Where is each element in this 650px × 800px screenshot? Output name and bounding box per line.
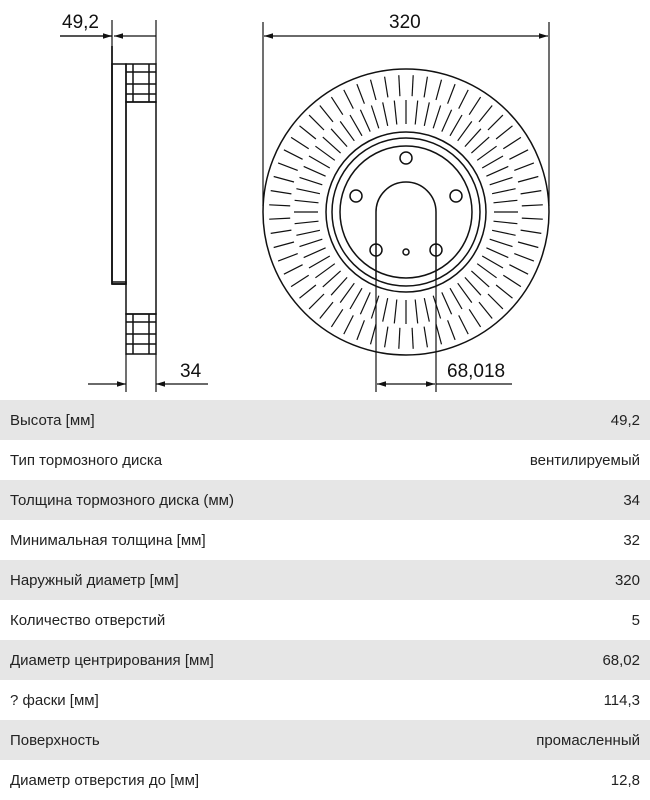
vent-slot	[350, 288, 362, 309]
vent-slot	[450, 288, 462, 309]
vent-slot	[433, 106, 440, 129]
vent-slot	[469, 309, 480, 327]
dimension-thickness-label: 34	[180, 361, 202, 382]
spec-value: 34	[623, 491, 640, 509]
vent-slot	[518, 242, 538, 248]
vent-slot	[371, 324, 377, 344]
vent-slot	[488, 115, 503, 130]
vent-slot	[496, 126, 512, 139]
side-view-ring-top	[126, 64, 156, 102]
spec-label: Минимальная толщина [мм]	[10, 531, 206, 549]
vent-slot	[278, 254, 298, 262]
vent-slot	[350, 115, 362, 136]
vent-slot	[291, 275, 309, 286]
dimension-center-bore-label: 68,018	[447, 361, 506, 382]
vent-slot	[315, 146, 334, 160]
vent-slot	[269, 205, 290, 206]
spec-row	[0, 720, 650, 760]
spec-label: Количество отверстий	[10, 611, 166, 629]
vent-slot	[471, 271, 489, 287]
hat-outer-circle	[326, 132, 486, 292]
vent-slot	[399, 75, 400, 96]
vent-slot	[320, 302, 333, 318]
vent-slot	[459, 315, 469, 334]
spec-value: 68,02	[602, 651, 640, 669]
vent-slot	[271, 230, 292, 233]
vent-slot	[521, 230, 542, 233]
spec-value: 12,8	[610, 771, 640, 789]
vent-slot	[469, 97, 480, 115]
spec-row	[0, 640, 650, 680]
vent-slot	[360, 292, 370, 314]
vent-slot	[415, 101, 418, 125]
vent-slot	[477, 264, 496, 278]
vent-slot	[383, 102, 388, 126]
vent-slot	[509, 265, 528, 275]
vent-slot	[412, 75, 413, 96]
spec-row	[0, 480, 650, 520]
spec-label: Поверхность	[10, 731, 100, 749]
vent-slot	[300, 239, 323, 246]
vent-slot	[521, 191, 542, 194]
vent-slot	[309, 115, 324, 130]
vent-slot	[465, 277, 481, 295]
vent-slot	[323, 137, 341, 153]
spec-label: Высота [мм]	[10, 411, 95, 429]
vent-slot	[309, 294, 324, 309]
vent-slot	[304, 248, 326, 258]
vent-slot	[492, 230, 515, 235]
vent-slot	[295, 200, 319, 203]
vent-slot	[415, 300, 418, 324]
spec-value: 114,3	[603, 691, 640, 709]
spec-row	[0, 440, 650, 480]
spec-value: 5	[631, 611, 640, 629]
vent-slot	[394, 101, 397, 125]
vent-slot	[465, 129, 481, 147]
vent-slot	[436, 324, 442, 344]
vent-slot	[323, 271, 341, 287]
vent-slot	[385, 77, 388, 98]
vent-slot	[385, 327, 388, 348]
spec-row	[0, 560, 650, 600]
vent-slot	[296, 189, 320, 194]
vent-slot	[518, 177, 538, 183]
vent-slot	[295, 221, 319, 224]
vent-slot	[514, 254, 534, 262]
vent-slot	[271, 191, 292, 194]
spec-row	[0, 600, 650, 640]
side-view	[112, 46, 156, 354]
vent-slot	[340, 121, 354, 140]
vent-slot	[494, 221, 518, 224]
spec-label: Диаметр центрирования [мм]	[10, 651, 214, 669]
vent-slot	[482, 156, 503, 168]
vent-slot	[331, 277, 347, 295]
spec-label: Тип тормозного диска	[10, 451, 163, 469]
vent-slot	[477, 146, 496, 160]
vent-slot	[486, 166, 508, 176]
vent-slot	[412, 328, 413, 349]
vent-slot	[482, 256, 503, 268]
vent-slot	[278, 163, 298, 171]
vent-slot	[304, 166, 326, 176]
vent-slot	[300, 177, 323, 184]
vent-slot	[274, 177, 294, 183]
vent-slot	[309, 156, 330, 168]
spec-row	[0, 760, 650, 800]
vent-slot	[399, 328, 400, 349]
vent-slot	[492, 189, 515, 194]
spec-label: Наружный диаметр [мм]	[10, 571, 179, 589]
vent-slot	[458, 121, 472, 140]
vent-slot	[296, 230, 320, 235]
vent-slot	[340, 283, 354, 302]
spec-value: 49,2	[610, 411, 640, 429]
vent-slot	[284, 265, 303, 275]
vent-slot	[269, 218, 290, 219]
side-view-hat-wall	[112, 64, 126, 284]
vent-slot	[309, 256, 330, 268]
spec-row	[0, 520, 650, 560]
bolt-hole-top	[400, 152, 412, 164]
vent-slot	[503, 137, 521, 148]
spec-value: 32	[623, 531, 640, 549]
vent-slot	[522, 218, 543, 219]
vent-slot	[284, 150, 303, 160]
vent-slot	[471, 137, 489, 153]
vent-slot	[448, 84, 456, 104]
vent-slot	[424, 298, 429, 322]
spec-label: ? фаски [мм]	[10, 691, 99, 709]
bolt-hole-right-upper	[450, 190, 462, 202]
vent-slot	[274, 242, 294, 248]
hat-inner-circle	[332, 138, 480, 286]
center-bore	[376, 182, 436, 280]
bolt-hole-left-upper	[350, 190, 362, 202]
spec-label: Диаметр отверстия до [мм]	[10, 771, 200, 789]
vent-slot	[424, 327, 427, 348]
vent-slot	[503, 275, 521, 286]
vent-slot	[458, 283, 472, 302]
vent-slot	[331, 97, 342, 115]
vent-slot	[357, 84, 365, 104]
spec-value: 320	[614, 571, 640, 589]
spec-row	[0, 680, 650, 720]
dimension-outer-diameter-label: 320	[389, 12, 421, 33]
vent-slot	[331, 309, 342, 327]
locating-hole	[403, 249, 409, 255]
vent-slot	[344, 315, 354, 334]
front-view	[263, 69, 549, 355]
vent-slot	[424, 102, 429, 126]
vent-slot	[509, 150, 528, 160]
vent-slot	[360, 110, 370, 132]
vent-slot	[448, 320, 456, 340]
spec-label: Толщина тормозного диска (мм)	[10, 491, 234, 509]
spec-row	[0, 400, 650, 440]
vent-slot	[490, 239, 513, 246]
vent-slot	[300, 285, 316, 298]
vent-slot	[442, 110, 452, 132]
vent-slot	[331, 129, 347, 147]
spec-value: вентилируемый	[529, 451, 640, 469]
vent-slot	[450, 115, 462, 136]
vent-slot	[371, 80, 377, 100]
vent-slot	[479, 106, 492, 122]
vent-slot	[459, 90, 469, 109]
dimension-height-label: 49,2	[62, 12, 99, 33]
vent-slot	[479, 302, 492, 318]
vent-slot	[357, 320, 365, 340]
vent-slot	[514, 163, 534, 171]
vent-slot	[490, 177, 513, 184]
vent-slot	[433, 296, 440, 319]
vent-slot	[315, 264, 334, 278]
vent-slot	[383, 298, 388, 322]
vent-slot	[486, 248, 508, 258]
vent-slot	[496, 285, 512, 298]
vent-slot	[344, 90, 354, 109]
spec-value: промасленный	[536, 731, 640, 749]
vent-slot	[522, 205, 543, 206]
vent-slot	[320, 106, 333, 122]
vent-slot	[436, 80, 442, 100]
spec-table	[0, 400, 650, 800]
hat-face-circle	[340, 146, 472, 278]
vent-slot	[371, 106, 378, 129]
vent-slot	[494, 200, 518, 203]
vent-slot	[300, 126, 316, 139]
side-view-hat-outline	[112, 46, 126, 284]
vent-slot	[371, 296, 378, 319]
vent-slot	[291, 137, 309, 148]
ventilation-slots	[269, 75, 543, 349]
vent-slot	[424, 77, 427, 98]
vent-slot	[442, 292, 452, 314]
side-view-hub	[126, 102, 156, 314]
vent-slot	[394, 300, 397, 324]
vent-slot	[488, 294, 503, 309]
